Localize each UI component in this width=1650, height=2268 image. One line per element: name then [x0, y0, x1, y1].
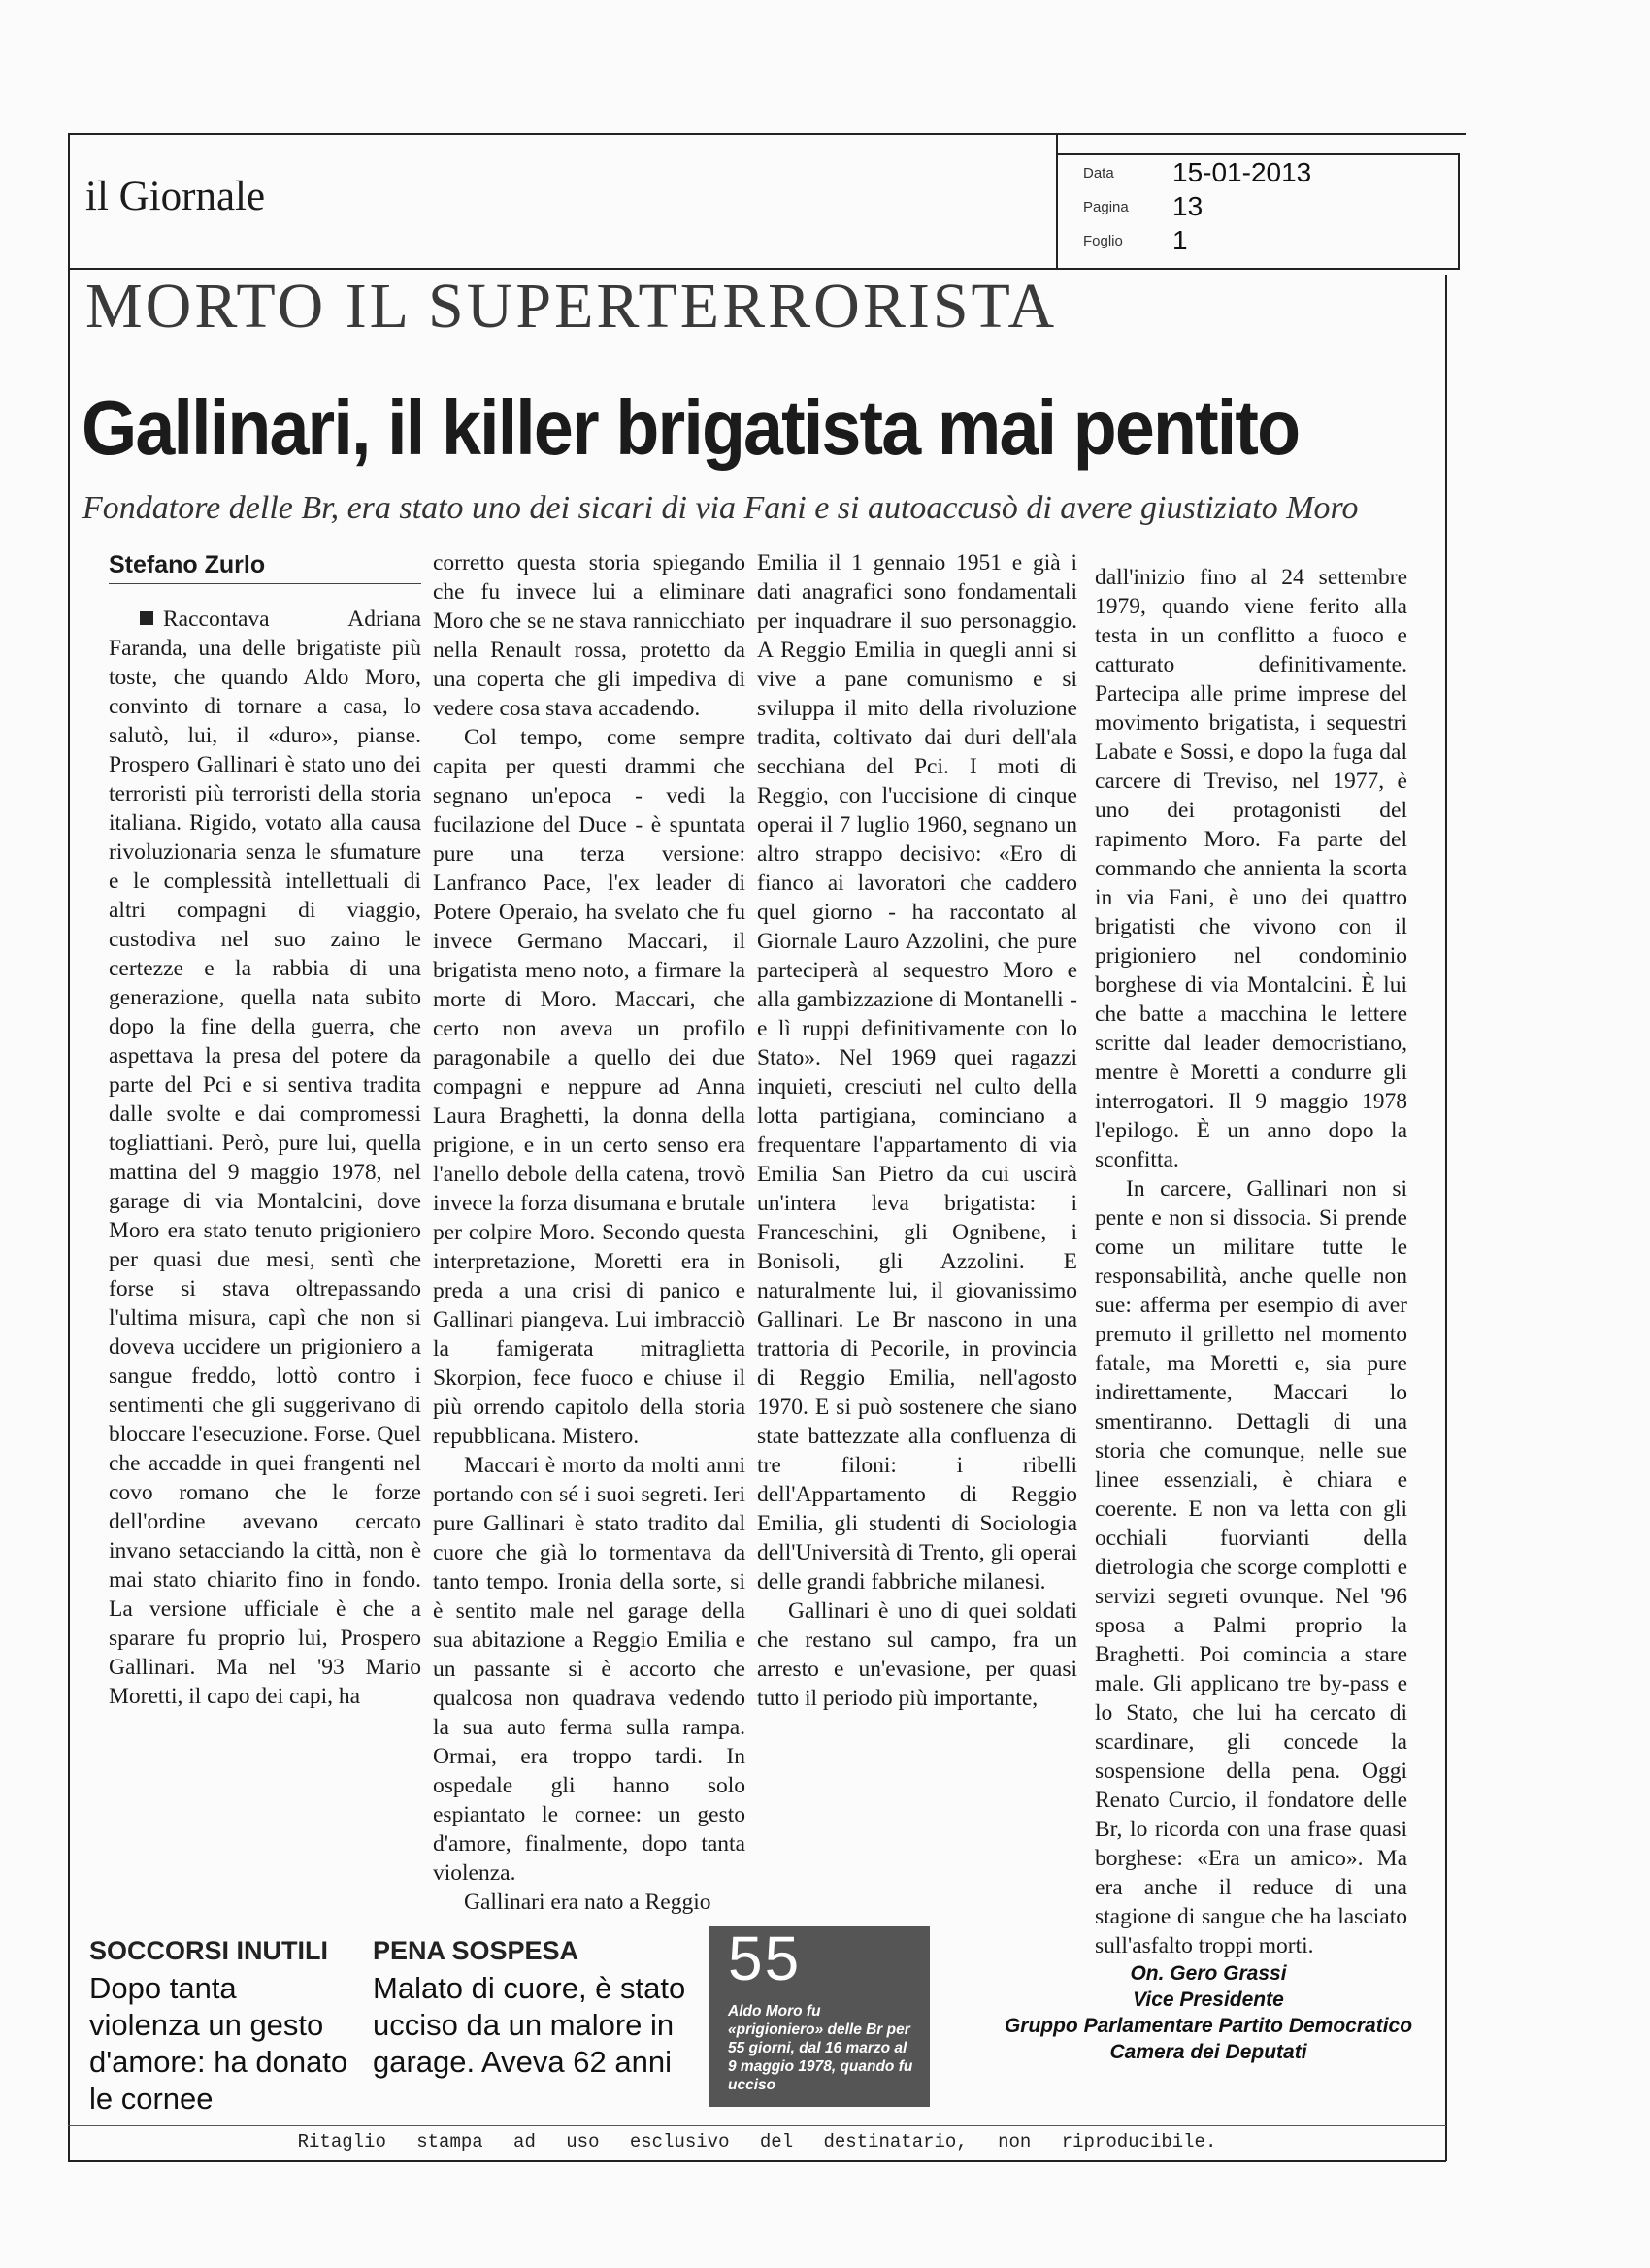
paragraph-square-icon	[140, 611, 153, 625]
sidebar-soccorsi	[89, 1936, 351, 2118]
days-box	[709, 1923, 930, 2107]
subheadline: Fondatore delle Br, era stato uno dei sicari di via Fani e si autoaccusò di avere giustiziato Moro	[82, 490, 1359, 526]
byline-rule	[109, 583, 421, 584]
article-column-1	[109, 605, 421, 1711]
col2-paragraph: Gallinari era nato a Reggio	[464, 1890, 711, 1915]
signature-group: Gruppo Parlamentare Partito Democratico	[1004, 2015, 1413, 2037]
col2-paragraph: corretto questa storia spiegando che fu invece lui a eliminare Moro che se ne stava rannicchiato nella Renault rossa, protetto da una coperta che gli impediva di vedere cosa stava accadendo.	[433, 550, 745, 721]
signature-role: Vice Presidente	[1133, 1989, 1284, 2011]
headline: Gallinari, il killer brigatista mai pentito	[82, 384, 1300, 471]
masthead: il Giornale	[85, 174, 266, 219]
col4-paragraph: In carcere, Gallinari non si pente e non si dissocia. Si prende come un militare tutte le responsabilità, anche quelle non sue: afferma per esempio di aver premuto il grilletto nel momento fatale, ma Moretti e, sia pure indirettamente, Maccari lo smentiranno. Dettagli di una storia che comunque, nelle sue linee essenziali, è chiara e coerente. E non va letta con gli occhiali fuorvianti della dietrologia che scorge complotti e servizi segreti ovunque. Nel '96 sposa a Palmi proprio la Braghetti. Poi comincia a stare male. Gli applicano tre by-pass e lo Stato, che lui ha cercato di scardinare, gli concede la sospensione della pena. Oggi Renato Curcio, il fondatore delle Br, lo ricorda con una frase quasi borghese: «Era un amico». Ma era anche il reduce di una stagione di sangue che ha lasciato sull'asfalto troppi morti.	[1095, 1176, 1407, 1958]
signature-block	[980, 1960, 1436, 2065]
frame-top	[68, 133, 1466, 135]
foglio-label: Foglio	[1083, 233, 1123, 249]
signature-chamber: Camera dei Deputati	[1109, 2041, 1307, 2063]
frame-left	[68, 133, 70, 2161]
kicker: MORTO IL SUPERTERRORISTA	[85, 271, 1058, 342]
foglio-value: 1	[1172, 225, 1188, 255]
col2-paragraph: Maccari è morto da molti anni portando con sé i suoi segreti. Ieri pure Gallinari è stato tradito dal cuore che già lo tormentava da tanto tempo. Ironia della sorte, si è sentito male nel garage della sua abitazione a Reggio Emilia e un passante si è accorto che qualcosa non quadrava vedendo la sua auto ferma sulla rampa. Ormai, era troppo tardi. In ospedale gli hanno solo espiantato le cornee: un gesto d'amore, finalmente, dopo tanta violenza.	[433, 1453, 745, 1886]
sidebar-heading: PENA SOSPESA	[373, 1936, 579, 1965]
article-column-3	[757, 548, 1077, 1713]
frame-bottom	[68, 2160, 1446, 2162]
footer-note: Ritaglio stampa ad uso esclusivo del destinatario, non riproducibile.	[297, 2131, 1217, 2153]
pagina-value: 13	[1172, 191, 1204, 221]
days-text: Aldo Moro fu «prigioniero» delle Br per 55 giorni, dal 16 marzo al 9 maggio 1978, quando fu ucciso	[728, 2003, 913, 2093]
sidebar-pena	[373, 1936, 693, 2081]
footer-rule	[68, 2125, 1446, 2126]
sidebar-heading: SOCCORSI INUTILI	[89, 1936, 329, 1965]
col3-paragraph: Gallinari è uno di quei soldati che restano sul campo, fra un arresto e un'evasione, per quasi tutto il periodo più importante,	[757, 1598, 1077, 1711]
col4-paragraph: dall'inizio fino al 24 settembre 1979, quando viene ferito alla testa in un conflitto a fuoco e catturato definitivamente. Partecipa alle prime imprese del movimento brigatista, i sequestri Labate e Sossi, e dopo la fuga dal carcere di Treviso, nel 1977, è uno dei protagonisti del rapimento Moro. Fa parte del commando che annienta la scorta in via Fani, è uno dei quattro brigatisti che vivono con il prigioniero nel condominio borghese di via Montalcini. È lui che batte a macchina le lettere scritte dal leader democristiano, mentre è Moretti a condurre gli interrogatori. Il 9 maggio 1978 l'epilogo. È un anno dopo la sconfitta.	[1095, 565, 1407, 1172]
col1-paragraph: Raccontava Adriana Faranda, una delle brigatiste più toste, che quando Aldo Moro, convinto di tornare a casa, lo salutò, lui, il «duro», pianse. Prospero Gallinari è stato uno dei terroristi più terroristi della storia italiana. Rigido, votato alla causa rivoluzionaria senza le sfumature e le complessità intellettuali di altri compagni di viaggio, custodiva nel suo zaino le certezze e la rabbia di una generazione, quella nata subito dopo la fine della guerra, che aspettava la presa del potere da parte del Pci e si sentiva tradita dalle svolte e dai compromessi togliattiani. Però, pure lui, quella mattina del 9 maggio 1978, nel garage di via Montalcini, dove Moro era stato tenuto prigioniero per quasi due mesi, sentì che forse si stava oltrepassando l'ultima misura, capì che non si doveva uccidere un prigioniero a sangue freddo, lottò contro i sentimenti che gli suggerivano di bloccare l'esecuzione. Forse. Quel che accadde in quei frangenti nel covo romano che le forze dell'ordine avevano cercato invano setacciando la città, non è mai stato chiarito fino in fondo. La versione ufficiale è che a sparare fu proprio lui, Prospero Gallinari. Ma nel '93 Mario Moretti, il capo dei capi, ha	[109, 607, 421, 1709]
days-number: 55	[728, 1923, 802, 1993]
data-value: 15-01-2013	[1172, 157, 1312, 187]
signature-name: On. Gero Grassi	[1130, 1962, 1287, 1985]
article-column-2	[433, 548, 745, 1917]
info-box	[1056, 153, 1460, 270]
sidebar-text: Malato di cuore, è stato ucciso da un malore in garage. Aveva 62 anni	[373, 1971, 686, 2079]
sidebar-text: Dopo tanta violenza un gesto d'amore: ha donato le cornee	[89, 1971, 348, 2116]
col2-paragraph: Col tempo, come sempre capita per questi drammi che segnano un'epoca - vedi la fucilazione del Duce - è spuntata pure una terza versione: Lanfranco Pace, l'ex leader di Potere Operaio, ha svelato che fu invece Germano Maccari, il brigatista meno noto, a firmare la morte di Moro. Maccari, che certo non aveva un profilo paragonabile a quello dei due compagni e neppure ad Anna Laura Braghetti, la donna della prigione, e in un certo senso era l'anello debole della catena, trovò invece la forza disumana e brutale per colpire Moro. Secondo questa interpretazione, Moretti era in preda a una crisi di panico e Gallinari piangeva. Lui imbracciò la famigerata mitraglietta Skorpion, fece fuoco e chiuse il più orrendo capitolo della storia repubblicana. Mistero.	[433, 725, 745, 1449]
data-label: Data	[1083, 165, 1114, 181]
article-column-4	[1095, 563, 1407, 1960]
byline: Stefano Zurlo	[109, 551, 266, 578]
col3-paragraph: Emilia il 1 gennaio 1951 e già i dati anagrafici sono fondamentali per inquadrare il suo personaggio. A Reggio Emilia in quegli anni si vive a pane comunismo e si sviluppa il mito della rivoluzione tradita, coltivato dai duri dell'ala secchiana del Pci. I moti di Reggio, con l'uccisione di cinque operai il 7 luglio 1960, segnano un altro strappo decisivo: «Ero di fianco ai lavoratori che caddero quel giorno - ha raccontato al Giornale Lauro Azzolini, che pure parteciperà al sequestro Moro e alla gambizzazione di Montanelli - e lì ruppi definitivamente con lo Stato». Nel 1969 quei ragazzi inquieti, cresciuti nel culto della lotta partigiana, cominciano a frequentare l'appartamento di via Emilia San Pietro da cui uscirà un'intera leva brigatista: i Franceschini, gli Ognibene, i Bonisoli, gli Azzolini. E naturalmente lui, il giovanissimo Gallinari. Le Br nascono in una trattoria di Pecorile, in provincia di Reggio Emilia, nell'agosto 1970. E si può sostenere che siano state battezzate alla confluenza di tre filoni: i ribelli dell'Appartamento di Reggio Emilia, gli studenti di Sociologia dell'Università di Trento, gli operai delle grandi fabbriche milanesi.	[757, 550, 1077, 1594]
frame-right	[1445, 275, 1447, 2161]
pagina-label: Pagina	[1083, 199, 1129, 215]
